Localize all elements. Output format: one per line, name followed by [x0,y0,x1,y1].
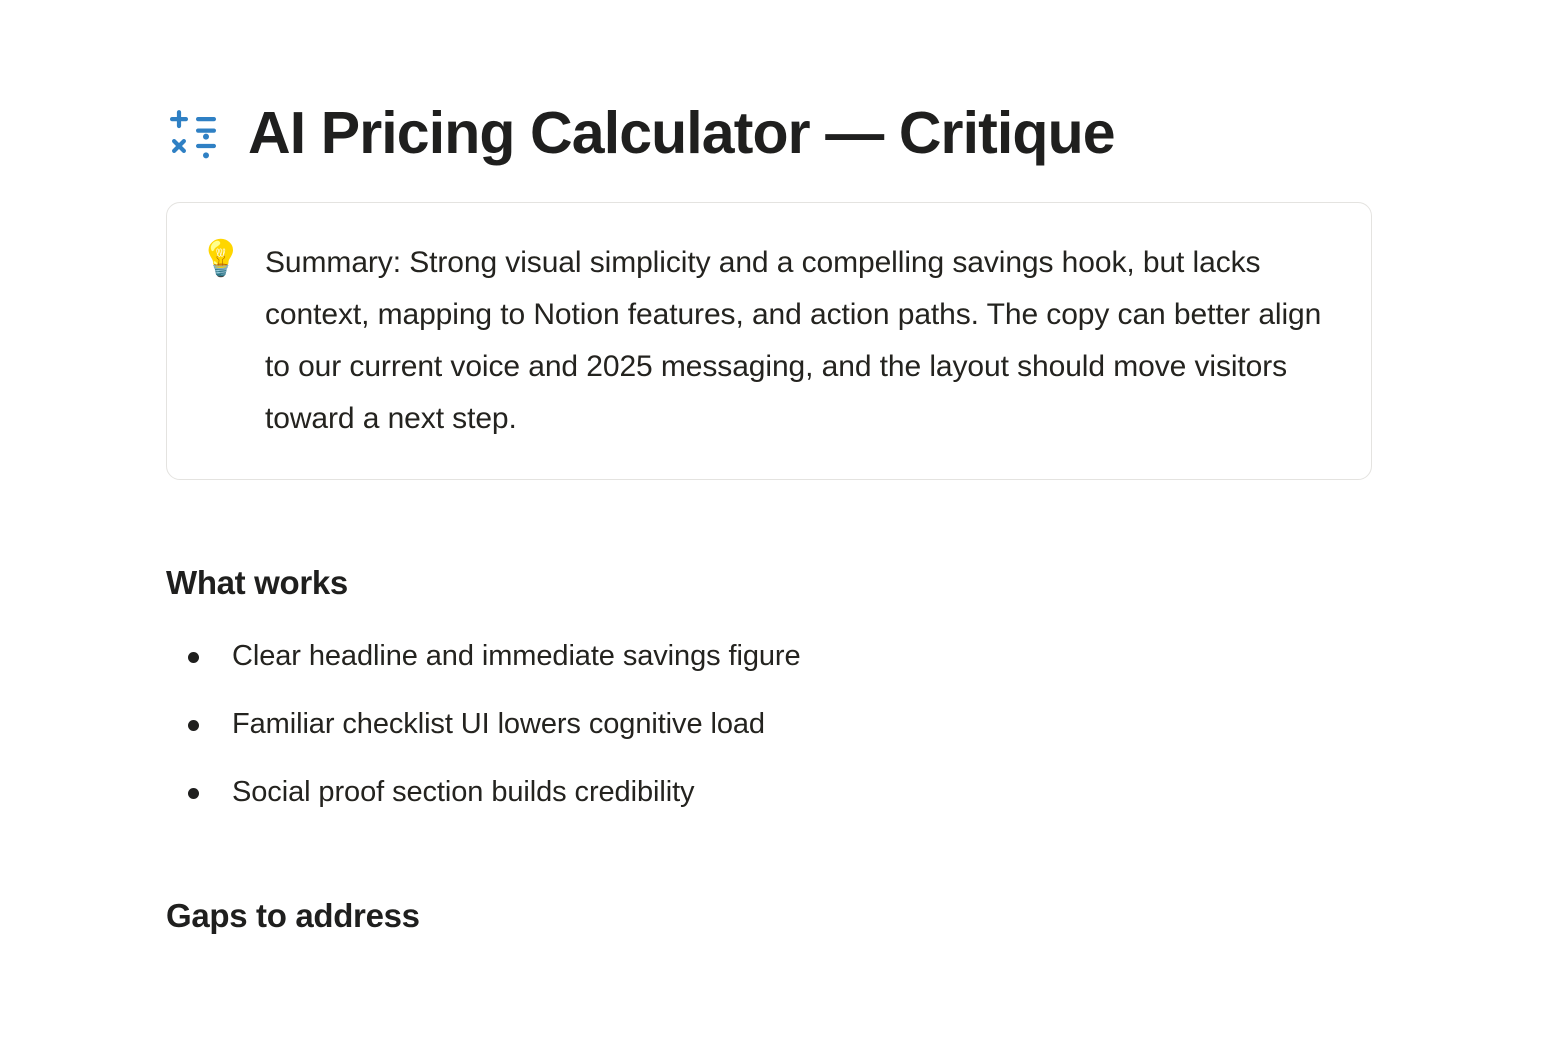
lightbulb-icon: 💡 [199,239,243,279]
what-works-list [166,638,1464,811]
summary-callout-text: Summary: Strong visual simplicity and a compelling savings hook, but lacks context, mapping to Notion features, and action paths. The copy can better align to our current voice and 2025 messaging, and the layout should move visitors toward a next step. [265,246,1322,435]
section-heading-what-works: What works [166,563,348,601]
math-operations-icon [166,104,224,162]
list-item: Familiar checklist UI lowers cognitive load [166,706,1464,743]
section-heading-gaps-to-address: Gaps to address [166,896,420,934]
summary-callout [166,202,1372,480]
page-title: AI Pricing Calculator — Critique [248,100,1115,166]
document-title-row [166,100,1464,166]
list-item: Social proof section builds credibility [166,774,1464,811]
list-item: Clear headline and immediate savings figure [166,638,1464,675]
